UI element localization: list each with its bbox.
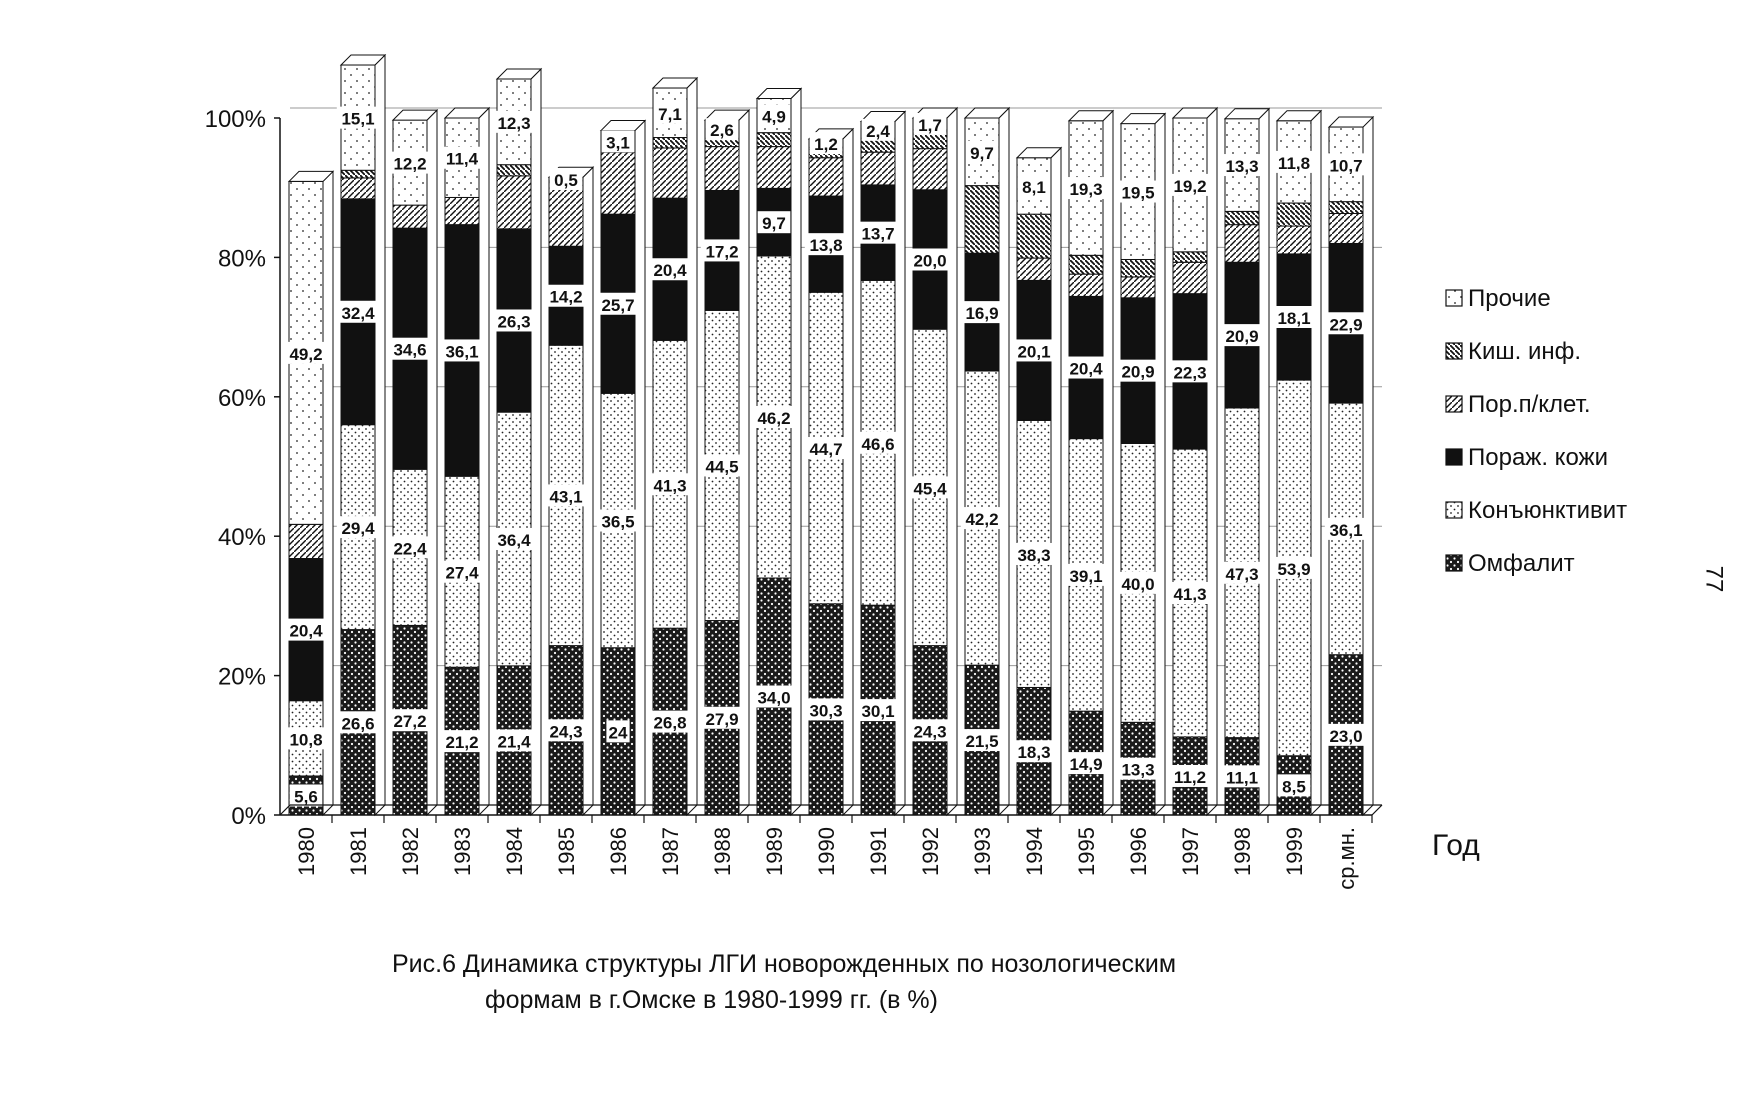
- data-label: 36,4: [497, 530, 531, 550]
- data-label: 44,5: [705, 457, 739, 477]
- data-label: 26,8: [653, 713, 687, 733]
- bar-segment-1987-4: [653, 138, 687, 148]
- data-label: 14,9: [1069, 755, 1103, 775]
- bar-segment-1995-4: [1069, 255, 1103, 274]
- data-label: 30,3: [809, 701, 843, 721]
- bar-side-1986: [635, 121, 645, 815]
- data-label: 39,1: [1069, 566, 1103, 586]
- bar-segment-1984-4: [497, 165, 531, 176]
- y-tick-label: 40%: [217, 524, 266, 552]
- bar-side-1983: [479, 108, 489, 815]
- data-label: 1,7: [918, 115, 942, 135]
- data-label: 18,3: [1017, 743, 1051, 763]
- x-axis-title: Год: [1432, 829, 1480, 862]
- x-tick-label: 1992: [918, 827, 943, 876]
- x-tick-label: 1980: [294, 827, 319, 876]
- data-label: 49,2: [289, 344, 323, 364]
- bar-segment-1998-3: [1225, 225, 1259, 263]
- bar-segment-1981-3: [341, 178, 375, 199]
- floor-edge: [1372, 805, 1382, 815]
- data-label: 38,3: [1017, 545, 1051, 565]
- data-label: 32,4: [341, 303, 375, 323]
- data-label: 41,3: [1173, 585, 1207, 605]
- legend-label: Киш. инф.: [1468, 338, 1582, 365]
- y-tick-label: 20%: [217, 663, 266, 691]
- data-label: 8,1: [1022, 177, 1046, 197]
- bar-segment-1986-3: [601, 152, 635, 214]
- data-label: 45,4: [913, 479, 947, 499]
- data-label: 20,4: [653, 261, 687, 281]
- legend-swatch: [1446, 502, 1462, 518]
- data-label: 20,9: [1121, 362, 1155, 382]
- data-label: 43,1: [549, 487, 583, 507]
- legend-label: Пор.п/клет.: [1468, 391, 1591, 418]
- data-label: 30,1: [861, 702, 895, 722]
- data-label: 20,1: [1017, 342, 1051, 362]
- data-label: 3,1: [606, 133, 630, 153]
- bar-segment-1982-3: [393, 205, 427, 228]
- data-label: 19,2: [1173, 176, 1207, 196]
- bar-segment-1999-4: [1277, 203, 1311, 226]
- data-label: 9,7: [970, 143, 994, 163]
- bar-segment-1984-3: [497, 176, 531, 229]
- bar-segment-ср.мн.-3: [1329, 213, 1363, 243]
- bar-segment-1998-4: [1225, 211, 1259, 224]
- bar-side-1994: [1051, 148, 1061, 815]
- bar-segment-1996-3: [1121, 277, 1155, 298]
- data-label: 34,6: [393, 340, 427, 360]
- data-label: 40,0: [1121, 574, 1155, 594]
- data-label: 21,2: [445, 733, 479, 753]
- x-tick-label: 1983: [450, 827, 475, 876]
- data-label: 26,6: [341, 714, 375, 734]
- legend-swatch: [1446, 449, 1462, 465]
- data-label: 10,8: [289, 730, 323, 750]
- bar-side-1992: [947, 108, 957, 815]
- data-label: 23,0: [1329, 726, 1363, 746]
- bar-segment-1997-3: [1173, 262, 1207, 293]
- bar-segment-1994-3: [1017, 258, 1051, 280]
- data-label: 12,3: [497, 113, 531, 133]
- data-label: 22,4: [393, 539, 427, 559]
- data-label: 11,1: [1225, 768, 1259, 788]
- data-label: 27,9: [705, 709, 739, 729]
- data-label: 27,2: [393, 712, 427, 732]
- x-tick-label: 1986: [606, 827, 631, 876]
- y-tick-label: 100%: [204, 106, 266, 133]
- data-label: 17,2: [705, 242, 739, 262]
- legend-swatch: [1446, 555, 1462, 571]
- bar-side-1996: [1155, 114, 1165, 815]
- data-label: 20,0: [913, 251, 947, 271]
- bar-side-1999: [1311, 111, 1321, 815]
- data-label: 29,4: [341, 519, 375, 539]
- bar-segment-1989-4: [757, 133, 791, 147]
- data-label: 2,4: [866, 121, 890, 141]
- bar-segment-1981-4: [341, 170, 375, 178]
- bar-segment-1996-4: [1121, 259, 1155, 276]
- bar-segment-1994-4: [1017, 214, 1051, 258]
- data-label: 36,5: [601, 512, 635, 532]
- data-label: 19,5: [1121, 183, 1155, 203]
- bar-segment-1995-3: [1069, 274, 1103, 296]
- data-label: 21,5: [965, 732, 999, 752]
- data-label: 1,2: [814, 135, 838, 155]
- bar-segment-1987-3: [653, 148, 687, 198]
- data-label: 11,4: [445, 149, 479, 169]
- data-label: 5,6: [294, 787, 318, 807]
- legend-label: Омфалит: [1468, 550, 1575, 577]
- figure-caption-line2: формам в г.Омске в 1980-1999 гг. (в %): [485, 986, 938, 1014]
- legend-swatch: [1446, 396, 1462, 412]
- x-tick-label: 1991: [866, 827, 891, 876]
- data-label: 20,4: [1069, 359, 1103, 379]
- bar-side-1997: [1207, 108, 1217, 815]
- data-label: 12,2: [393, 154, 427, 174]
- legend-label: Прочие: [1468, 285, 1551, 312]
- bar-side-1995: [1103, 111, 1113, 815]
- data-label: 7,1: [658, 104, 682, 124]
- data-label: 44,7: [809, 440, 843, 460]
- x-tick-label: 1995: [1074, 827, 1099, 876]
- data-label: 8,5: [1282, 777, 1306, 797]
- data-label: 20,9: [1225, 327, 1259, 347]
- x-tick-label: 1982: [398, 827, 423, 876]
- data-label: 53,9: [1277, 559, 1311, 579]
- data-label: 34,0: [757, 688, 791, 708]
- legend-swatch: [1446, 290, 1462, 306]
- page-number: 77: [1700, 565, 1728, 593]
- bar-segment-1983-3: [445, 197, 479, 224]
- x-tick-label: 1994: [1022, 827, 1047, 876]
- legend-swatch: [1446, 343, 1462, 359]
- x-tick-label: 1987: [658, 827, 683, 876]
- data-label: 13,3: [1225, 157, 1259, 177]
- x-tick-label: 1990: [814, 827, 839, 876]
- bar-segment-1997-4: [1173, 252, 1207, 262]
- data-label: 25,7: [601, 295, 635, 315]
- bar-segment-ср.мн.-4: [1329, 202, 1363, 214]
- bar-side-1984: [531, 69, 541, 815]
- data-label: 47,3: [1225, 564, 1259, 584]
- data-label: 20,4: [289, 621, 323, 641]
- figure-caption-line1: Рис.6 Динамика структуры ЛГИ новорожденных по нозологическим: [392, 950, 1177, 978]
- data-label: 46,2: [757, 409, 791, 429]
- data-label: 10,7: [1329, 156, 1363, 176]
- data-label: 24: [608, 723, 628, 743]
- bar-segment-1985-3: [549, 181, 583, 247]
- bar-side-1980: [323, 171, 333, 815]
- data-label: 46,6: [861, 434, 895, 454]
- data-label: 41,3: [653, 476, 687, 496]
- data-label: 36,1: [445, 342, 479, 362]
- data-label: 16,9: [965, 304, 999, 324]
- legend-label: Пораж. кожи: [1468, 444, 1608, 471]
- x-tick-label: 1989: [762, 827, 787, 876]
- legend-label: Конъюнктивит: [1468, 497, 1628, 524]
- data-label: 22,9: [1329, 315, 1363, 335]
- data-label: 27,4: [445, 563, 479, 583]
- x-tick-label: 1981: [346, 827, 371, 876]
- x-tick-label: 1988: [710, 827, 735, 876]
- data-label: 13,8: [809, 236, 843, 256]
- y-tick-label: 80%: [217, 245, 266, 273]
- data-label: 13,7: [861, 224, 895, 244]
- bar-segment-1991-3: [861, 152, 895, 185]
- data-label: 11,2: [1173, 767, 1207, 787]
- data-label: 2,6: [710, 121, 734, 141]
- x-tick-label: 1985: [554, 827, 579, 876]
- bar-segment-1993-4: [965, 186, 999, 254]
- data-label: 14,2: [549, 287, 583, 307]
- x-tick-label: 1999: [1282, 827, 1307, 876]
- data-label: 13,3: [1121, 760, 1155, 780]
- data-label: 19,3: [1069, 180, 1103, 200]
- x-tick-label: 1984: [502, 827, 527, 876]
- bar-segment-1980-3: [289, 524, 323, 558]
- bar-segment-1990-3: [809, 158, 843, 196]
- x-tick-label: 1993: [970, 827, 995, 876]
- bar-segment-1989-3: [757, 147, 791, 189]
- data-label: 36,1: [1329, 520, 1363, 540]
- data-label: 24,3: [549, 722, 583, 742]
- data-label: 42,2: [965, 510, 999, 530]
- bar-side-1998: [1259, 109, 1269, 815]
- data-label: 26,3: [497, 312, 531, 332]
- data-label: 9,7: [762, 214, 786, 234]
- x-tick-label: 1998: [1230, 827, 1255, 876]
- data-label: 24,3: [913, 722, 947, 742]
- data-label: 0,5: [554, 170, 578, 190]
- x-tick-label: 1996: [1126, 827, 1151, 876]
- data-label: 4,9: [762, 107, 786, 127]
- y-tick-label: 60%: [217, 384, 266, 412]
- bar-segment-1999-3: [1277, 226, 1311, 254]
- x-tick-label: ср.мн.: [1334, 827, 1359, 890]
- bar-side-ср.мн.: [1363, 117, 1373, 815]
- bar-segment-1988-3: [705, 147, 739, 191]
- x-tick-label: 1997: [1178, 827, 1203, 876]
- data-label: 11,8: [1277, 153, 1311, 173]
- bar-side-1987: [687, 78, 697, 815]
- data-label: 15,1: [341, 109, 375, 129]
- bar-side-1981: [375, 55, 385, 815]
- bar-segment-1992-3: [913, 149, 947, 190]
- data-label: 21,4: [497, 732, 531, 752]
- bar-side-1993: [999, 108, 1009, 815]
- data-label: 22,3: [1173, 363, 1207, 383]
- y-tick-label: 0%: [231, 803, 266, 830]
- data-label: 18,1: [1277, 308, 1311, 328]
